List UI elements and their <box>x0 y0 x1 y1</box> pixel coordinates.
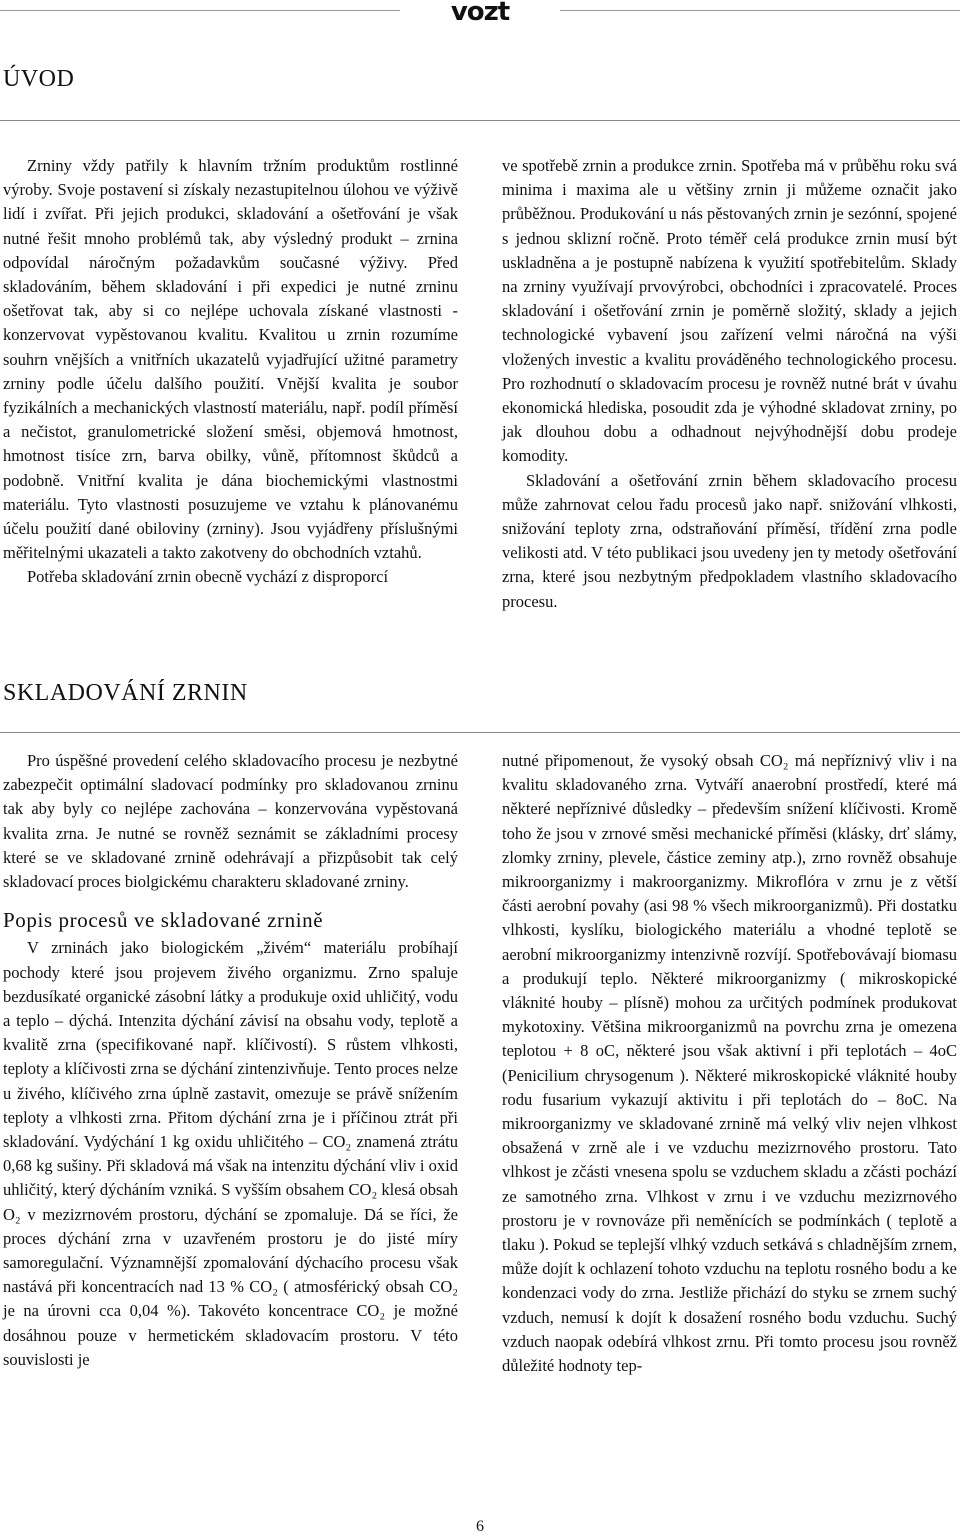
intro-right-paragraph-2: Skladování a ošetřování zrnin během skladovacího procesu může zahrnovat celou řadu procesů jako např. snižování vlhkosti, snižování teploty zrna, odstraňování příměsí, třídění zrna podle velikosti atd. V této publikaci jsou uvedeny jen ty metody ošetřování zrna, které jsou nezbytným předpokladem vlastního skladovacího procesu. <box>502 470 957 611</box>
storage-subheading: Popis procesů ve skladované zrnině <box>3 908 324 933</box>
storage-left-paragraph-2: V zrninách jako biologickém „živém“ materiálu probíhají pochody které jsou projevem živého organizmu. Zrno spaluje bezdusíkaté organické zásobní látky a produkuje oxid uhličitý, vodu a teplo – dýchá. Intenzita dýchání závisí na obsahu vody, teplotě a kvalitě zrna (specifikované např. klíčivostí). S růstem vlhkosti, teploty a klíčivosti zrna se dýchání zintenzivňuje. Tento proces nelze u živého, klíčivého zrna úplně zastavit, omezuje se právě snížením teploty a vlhkosti zrna. Přitom dýchání zrna je i příčinou ztrát při skladování. Vydýchání 1 kg oxidu uhličitého – CO₂ znamená ztrátu 0,68 kg sušiny. Při skladová má však na intenzitu dýchání vliv i oxid uhličitý, který dýcháním vzniká. S vyšším obsahem CO₂ klesá obsah O₂ v mezizrnovém prostoru, dýchání se zpomaluje. Dá se říci, že proces dýchání zrna v uzavřeném prostoru je do jisté míry samoregulační. Významnější zpomalování dýchacího procesu však nastává při koncentracích nad 13 % CO₂ ( atmosférický obsah CO₂ je na úrovni cca 0,04 %). Takovéto koncentrace CO₂ je možné dosáhnou pouze v hermetickém skladovacím prostoru. V této souvislosti je <box>3 938 458 1369</box>
intro-title: ÚVOD <box>3 66 75 92</box>
storage-right-column <box>502 749 957 1378</box>
intro-left-column <box>3 154 458 590</box>
storage-left-column <box>3 749 458 1372</box>
intro-left-paragraph-2: Potřeba skladování zrnin obecně vychází z disproporcí <box>27 567 389 587</box>
storage-title: SKLADOVÁNÍ ZRNIN <box>3 680 248 706</box>
intro-right-column <box>502 154 957 614</box>
storage-left-paragraph-1: Pro úspěšné provedení celého skladovacího procesu je nezbytné zabezpečit optimální sladovací podmínky pro skladovanou zrninu tak aby byly co nejlépe zachována – konzervována vypěstovaná kvalita zrna. Je nutné se rovněž seznámit se základními procesy které se ve skladované zrnině odehrávají a přizpůsobit tak celý skladovací proces biolgickému charakteru skladované zrniny. <box>3 751 458 892</box>
storage-title-rule <box>0 732 960 733</box>
intro-left-paragraph-1: Zrniny vždy patřily k hlavním tržním produktům rostlinné výroby. Svoje postavení si získaly nezastupitelnou úlohou ve výživě lidí i zvířat. Při jejich produkci, skladování a ošetřování je však nutné řešit mnoho problémů tak, aby výsledný produkt – zrnina odpovídal náročným požadavkům současné výživy. Před skladováním, během skladování i při expedici je nutné zrninu ošetřovat tak, aby si co nejlépe uchovala získané vlastnosti - konzervovat vypěstovanou kvalitu. Kvalitou u zrnin rozumíme souhrn vnějších a vnitřních ukazatelů vyjadřující užitné parametry zrniny podle účelu dalšího použití. Vnější kvalita je soubor fyzikálních a mechanických vlastností materiálu, např. podíl příměsí a nečistot, granulometrické složení směsi, objemová hmotnost, hmotnost tisíce zrn, barva obilky, vůně, přítomnost škůdců a podobně. Vnitřní kvalita je dána biochemickými vlastnostmi materiálu. Tyto vlastnosti posuzujeme ve vztahu k plánovanému účelu použití dané obiloviny (zrniny). Jsou vyjádřeny příslušnými měřitelnými ukazateli a takto zakotveny do obchodních vztahů. <box>3 156 458 563</box>
intro-title-rule <box>0 120 960 121</box>
publisher-logo: vozt <box>450 0 510 27</box>
page-number: 6 <box>476 1518 484 1535</box>
storage-right-paragraph-1: nutné připomenout, že vysoký obsah CO₂ má nepříznivý vliv i na kvalitu skladovaného zrna. Vytváří anaerobní prostředí, které má některé nepříznivé důsledky – především snížení klíčivosti. Kromě toho že jsou v zrnové směsi mechanické příměsi (klásky, drť slámy, zlomky zrniny, plevele, částice zeminy atp.), zrno rovněž obsahuje mikroorganizmy i makroorganizmy. Mikroflóra v zrnu je z větší části aerobní povahy (asi 98 % všech mikroorganizmů). Při dostatku vlhkosti, kyslíku, biologického materiálu a vhodné teplotě se aerobní mikroorganizmy intenzivně rozvíjí. Spotřebovávají biomasu a produkují teplo. Některé mikroorganizmy ( mikroskopické vláknité houby – plísně) mohou za určitých podmínek produkovat mykotoxiny. Většina mikroorganizmů na povrchu zrna je omezena teplotou + 8 oC, některé jsou však aktivní i při teplotách – 4oC (Penicilium chrysogenum ). Některé mikroskopické vláknité houby rodu fusarium vykazují aktivitu i při teplotách do – 8oC. Na mikroorganizmy ve skladované zrnině má velký vliv nejen vlhkost obsažená v zrně ale i ve vzduchu mezizrnového prostoru. Tato vlhkost je zčásti vnesena spolu se vzduchem skladu a zčásti pochází ze samotného zrna. Vlhkost v zrnu i ve vzduchu mezizrnového prostoru je v rovnováze při neměnících se podmínkách ( teplotě a tlaku ). Pokud se teplejší vlhký vzduch setkává s chladnějším zrnem, může dojít k ochlazení tohoto vzduchu na teplotu rosného bodu a ke kondenzaci vody do zrna. Jestliže přichází do styku se zrnem suchý vzduch, nemusí k dojít k dosažení rosného bodu vzduchu. Suchý vzduch naopak odebírá vlhkost zrnu. Při tomto procesu jsou rovněž důležité hodnoty tep- <box>502 751 957 1376</box>
header-rule-left <box>0 10 400 11</box>
intro-right-paragraph-1: ve spotřebě zrnin a produkce zrnin. Spotřeba má v průběhu roku svá minima i maxima ale u většiny zrnin ji můžeme označit jako průběžnou. Produkování u nás pěstovaných zrnin je sezónní, spojené s jednou sklizní ročně. Proto téměř celá produkce zrnin musí být uskladněna a je postupně nabízena k využití spotřebitelům. Sklady na zrniny využívají prvovýrobci, obchodníci i zpracovatelé. Proces skladování i ošetřování zrnin je poměrně složitý, sklady a jejich technologické vybavení jsou zařízení velmi náročná na výši vložených investic a kvalitu prováděného technologického procesu. Pro rozhodnutí o skladovacím procesu je rovněž nutné brát v úvahu ekonomická hlediska, posoudit zda je výhodné skladovat zrniny, po jak dlouhou dobu a odhadnout nejvýhodnější dobu prodeje komodity. <box>502 156 957 466</box>
header-rule-right <box>560 10 960 11</box>
